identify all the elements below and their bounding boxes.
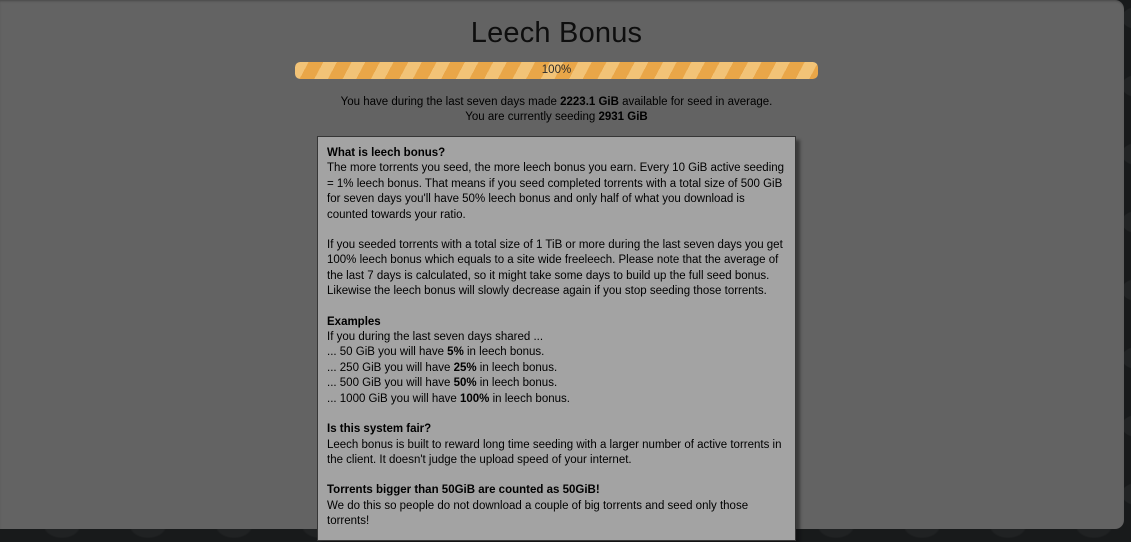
progress-percentage-label: 100% xyxy=(541,64,572,76)
what-paragraph-1: The more torrents you seed, the more leech bonus you earn. Every 10 GiB active seeding = 1% leech bonus. That means if you seed completed torrents with a total size of 500 GiB for seven days you'll have 50% leech bonus and only half of what you download is counted towards your ratio. xyxy=(327,162,785,221)
section-heading-examples: Examples xyxy=(327,315,381,328)
example-500-percent: 50% xyxy=(453,377,477,390)
section-fairness xyxy=(327,422,786,468)
section-heading-big-torrents: Torrents bigger than 50GiB are counted as 50GiB! xyxy=(327,484,600,497)
fairness-body: Leech bonus is built to reward long time seeding with a larger number of active torrents in the client. It doesn't judge the upload speed of your internet. xyxy=(327,438,782,466)
example-1000-text: ... 1000 GiB you will have xyxy=(327,392,460,405)
seed-stats xyxy=(295,95,818,125)
section-examples xyxy=(327,315,786,407)
average-seed-line xyxy=(295,95,818,110)
examples-intro: If you during the last seven days shared ... xyxy=(327,331,544,344)
section-heading-fairness: Is this system fair? xyxy=(327,423,432,436)
example-500-suffix: in leech bonus. xyxy=(476,377,558,390)
example-line-1000 xyxy=(327,392,786,407)
example-line-50 xyxy=(327,345,786,360)
info-box xyxy=(317,136,796,541)
section-big-torrents xyxy=(327,483,786,529)
example-line-500 xyxy=(327,376,786,391)
example-50-text: ... 50 GiB you will have xyxy=(327,346,448,359)
section-heading-what: What is leech bonus? xyxy=(327,147,446,159)
example-1000-suffix: in leech bonus. xyxy=(489,392,570,405)
section-what-is-leech-bonus xyxy=(327,146,786,300)
current-seed-value: 2931 GiB xyxy=(598,111,648,123)
average-seed-text: You have during the last seven days made xyxy=(340,96,561,108)
page-title: Leech Bonus xyxy=(470,17,643,49)
current-seed-text: You are currently seeding xyxy=(465,111,599,123)
example-250-text: ... 250 GiB you will have xyxy=(327,361,454,374)
example-line-250 xyxy=(327,361,786,376)
example-1000-percent: 100% xyxy=(459,392,490,405)
current-seed-line xyxy=(295,110,818,125)
what-paragraph-2: If you seeded torrents with a total size of 1 TiB or more during the last seven days you get 100% leech bonus which equals to a site wide freeleech. Please note that the average of the last 7 days is calculated, so it might take some days to build up the full seed bonus. Likewise the leech bonus will slowly decrease again if you stop seeding those torrents. xyxy=(327,239,783,298)
content-column xyxy=(295,0,818,541)
example-250-suffix: in leech bonus. xyxy=(476,361,558,374)
big-torrents-body: We do this so people do not download a couple of big torrents and seed only those torrents! xyxy=(327,499,749,528)
average-seed-value: 2223.1 GiB xyxy=(560,96,619,108)
average-seed-suffix: available for seed in average. xyxy=(618,96,773,108)
example-500-text: ... 500 GiB you will have xyxy=(327,377,454,390)
leech-bonus-progress-bar xyxy=(295,62,818,79)
example-50-percent: 5% xyxy=(447,346,464,359)
example-250-percent: 25% xyxy=(453,361,477,374)
example-50-suffix: in leech bonus. xyxy=(463,346,545,359)
